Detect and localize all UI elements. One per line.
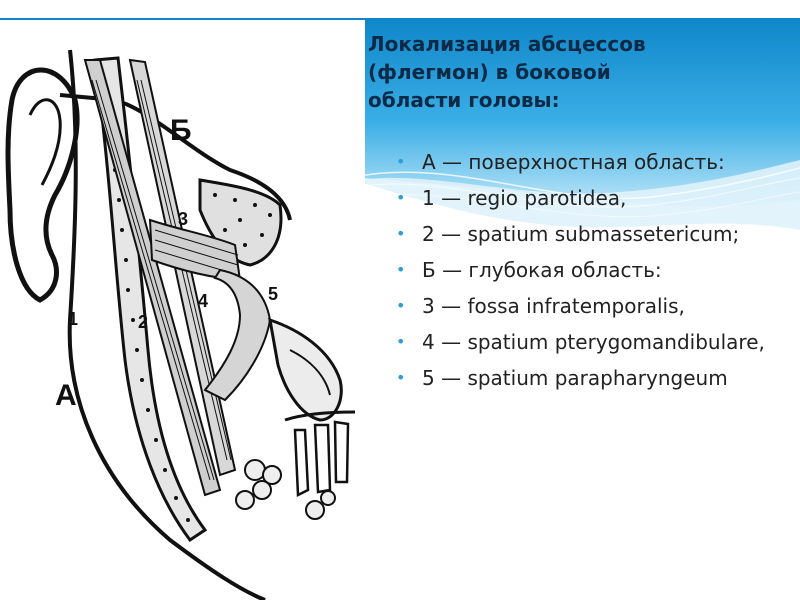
list-item (396, 364, 791, 392)
list-item (396, 184, 791, 212)
bullet-icon: • (396, 152, 406, 171)
bullet-icon: • (396, 260, 406, 279)
bullet-icon: • (396, 224, 406, 243)
label-5: 5 (268, 284, 279, 304)
bullet-icon: • (396, 332, 406, 351)
list-item-text: 4 — spatium pterygomandibulare, (422, 330, 765, 354)
list-item-text: 5 — spatium parapharyngeum (422, 366, 728, 390)
bullet-icon: • (396, 368, 406, 387)
anatomy-figure (0, 20, 365, 600)
list-item (396, 148, 791, 176)
label-B: Б (170, 114, 192, 147)
label-1: 1 (68, 309, 79, 329)
list-item-text: Б — глубокая область: (422, 258, 662, 282)
list-item-text: 1 — regio parotidea, (422, 186, 627, 210)
list-item-text: А — поверхностная область: (422, 150, 725, 174)
region-list (396, 148, 791, 400)
list-item-text: 2 — spatium submassetericum; (422, 222, 740, 246)
list-item (396, 220, 791, 248)
list-item (396, 328, 791, 356)
list-item (396, 256, 791, 284)
label-3: 3 (178, 209, 189, 229)
label-A: А (55, 379, 77, 412)
label-4: 4 (198, 291, 209, 311)
slide-title: Локализация абсцессов (флегмон) в боковой области головы: (368, 32, 646, 112)
label-2: 2 (138, 312, 149, 332)
list-item-text: 3 — fossa infratemporalis, (422, 294, 685, 318)
bullet-icon: • (396, 188, 406, 207)
list-item (396, 292, 791, 320)
bullet-icon: • (396, 296, 406, 315)
